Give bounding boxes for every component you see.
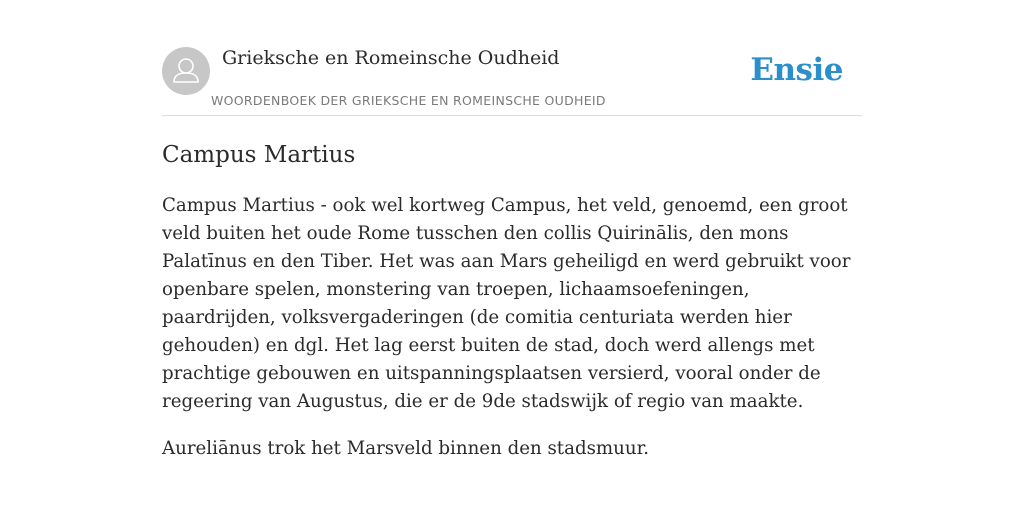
page-container	[162, 0, 862, 459]
entry-title: Campus Martius	[162, 142, 356, 168]
ensie-logo-link[interactable]: Ensie	[750, 52, 843, 88]
dictionary-subtitle: WOORDENBOEK DER GRIEKSCHE EN ROMEINSCHE OUDHEID	[211, 93, 606, 108]
user-placeholder-icon	[162, 47, 210, 95]
entry-paragraph: Campus Martius - ook wel kortweg Campus, het veld, genoemd, een groot veld buiten het oude Rome tusschen den collis Quirinālis, den mons Palatīnus en den Tiber. Het was aan Mars geheiligd en werd gebruikt voor openbare spelen, monstering van troepen, lichaamsoefeningen, paardrijden, volksvergaderingen (de comitia centuriata werden hier gehouden) en dgl. Het lag eerst buiten de stad, doch werd allengs met prachtige gebouwen en uitspanningsplaatsen versierd, vooral onder de regeering van Augustus, die er de 9de stadswijk of regio van maakte.	[162, 195, 851, 412]
entry-body	[162, 192, 862, 482]
dictionary-title-link[interactable]: Grieksche en Romeinsche Oudheid	[222, 47, 560, 69]
entry-paragraph: Aureliānus trok het Marsveld binnen den stadsmuur.	[162, 438, 650, 459]
page-header	[162, 0, 862, 116]
dictionary-avatar[interactable]	[162, 47, 210, 95]
